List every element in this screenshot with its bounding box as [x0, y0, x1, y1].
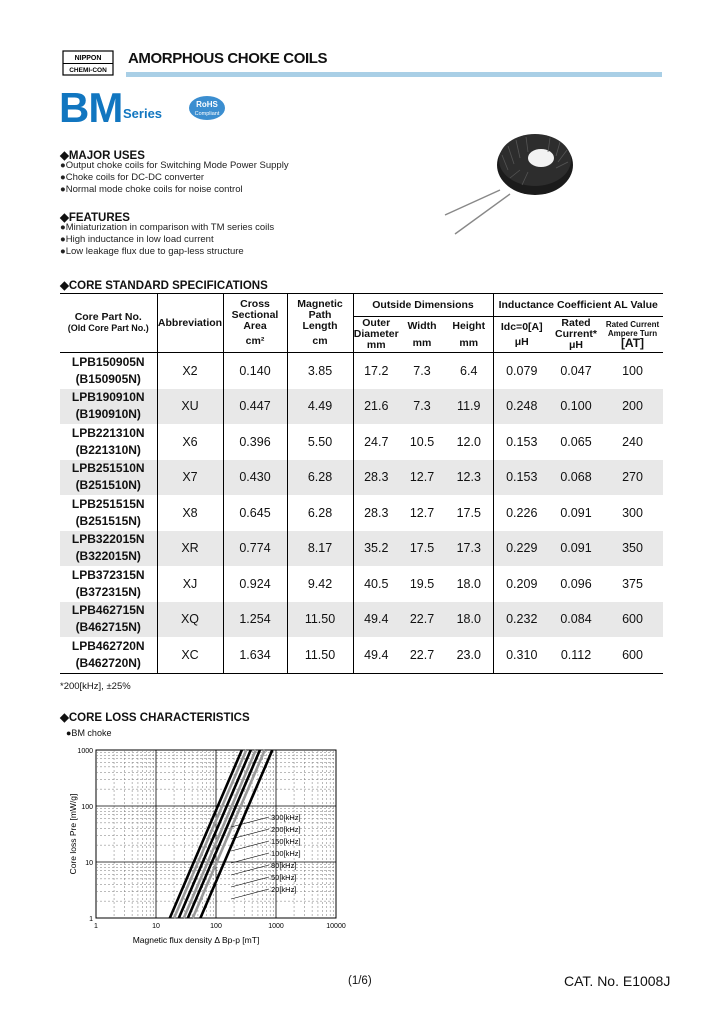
cell-part: [60, 495, 157, 531]
list-item: ●Output choke coils for Switching Mode Power Supply: [60, 160, 289, 171]
table-row: [60, 566, 663, 602]
cell-part: [60, 566, 157, 602]
y-tick-label: 100: [81, 804, 93, 811]
cell-idc0: 0.232: [493, 602, 550, 638]
cell-idc0: 0.153: [493, 460, 550, 496]
cell-rated: 0.047: [560, 363, 592, 378]
old-part-number: (B462715N): [75, 620, 141, 635]
cell-width: 7.3: [399, 389, 445, 425]
cell-path: 11.50: [287, 602, 353, 638]
cell-idc0: 0.209: [506, 576, 538, 591]
cell-abbr: X7: [157, 460, 223, 496]
cell-height: 6.4: [445, 353, 493, 389]
cell-rated: 0.091: [560, 505, 592, 520]
header-text: Width: [407, 319, 437, 332]
header-text: Outer: [362, 317, 391, 329]
old-part-number: (B251515N): [75, 513, 141, 528]
part-number: LPB221310N: [71, 425, 145, 440]
cell-width: 12.7: [409, 505, 435, 520]
cell-rated: 0.096: [560, 576, 592, 591]
table-row: [60, 424, 663, 460]
cell-area: 0.430: [223, 460, 287, 496]
list-item: ●Choke coils for DC-DC converter: [60, 172, 205, 183]
cell-ampere-turn: 240: [622, 434, 643, 449]
cell-abbr: XU: [157, 389, 223, 425]
cell-width: 7.3: [413, 363, 431, 378]
cell-part: [60, 602, 157, 638]
major-uses-heading: ◆MAJOR USES: [60, 150, 145, 162]
part-number: LPB322015N: [71, 532, 145, 547]
header-text: Magnetic: [297, 298, 343, 310]
cell-part: [60, 531, 157, 567]
cell-rated: 0.112: [560, 647, 592, 662]
cell-abbr: XQ: [157, 602, 223, 638]
cell-rated: 0.100: [550, 389, 602, 425]
cell-ampere-turn: 100: [622, 363, 643, 378]
old-part-number: (B372315N): [75, 584, 141, 599]
core-loss-heading: ◆CORE LOSS CHARACTERISTICS: [60, 712, 250, 724]
cell-area: 1.254: [223, 602, 287, 638]
x-tick-label: 1: [94, 923, 98, 930]
toroid-coil-image: [440, 130, 590, 240]
old-part-number: (B190910N): [75, 407, 141, 422]
cell-height: 18.0: [445, 566, 493, 602]
cell-outer-diameter: 35.2: [353, 531, 399, 567]
header-unit: cm: [312, 335, 328, 347]
col-header-idc0: [493, 317, 550, 353]
col-group-dimensions: Outside Dimensions: [353, 294, 493, 317]
cell-ampere-turn: 350: [602, 531, 663, 567]
cell-abbr: X6: [157, 424, 223, 460]
header-text: Rated: [561, 317, 591, 329]
old-part-number: (B251510N): [75, 478, 141, 493]
cell-area: 0.140: [223, 353, 287, 389]
part-number: LPB462715N: [71, 603, 145, 618]
cell-path: 5.50: [287, 424, 353, 460]
cell-ampere-turn: 375: [622, 576, 643, 591]
header-text: (Old Core Part No.): [67, 323, 149, 333]
header-text: Sectional: [231, 309, 279, 321]
header-unit: mm: [459, 336, 479, 349]
header-text: Cross: [240, 298, 270, 310]
part-number: LPB190910N: [71, 390, 145, 405]
cell-path: 9.42: [287, 566, 353, 602]
col-header-width: [399, 317, 445, 353]
table-row: [60, 353, 663, 389]
list-item: ●Low leakage flux due to gap-less structure: [60, 246, 244, 257]
header-unit: cm²: [245, 335, 265, 347]
cell-path: 6.28: [287, 495, 353, 531]
cell-area: 0.645: [223, 495, 287, 531]
cell-area: 0.774: [223, 531, 287, 567]
spec-heading: ◆CORE STANDARD SPECIFICATIONS: [60, 280, 268, 292]
cell-path: 4.49: [287, 389, 353, 425]
header-unit: mm: [366, 339, 386, 351]
x-tick-label: 1000: [268, 923, 284, 930]
series-code: BM: [59, 84, 123, 131]
cell-idc0: 0.226: [506, 505, 538, 520]
cell-rated: 0.084: [550, 602, 602, 638]
header-text: Path: [308, 309, 332, 321]
cell-ampere-turn: 600: [602, 602, 663, 638]
core-loss-chart: [64, 742, 354, 952]
spec-table: [60, 293, 663, 674]
cell-abbr: X8: [157, 495, 223, 531]
catalog-number: CAT. No. E1008J: [564, 973, 671, 989]
part-number: LPB251515N: [71, 496, 145, 511]
cell-area: 1.634: [223, 637, 287, 673]
table-row: [60, 460, 663, 496]
table-row: [60, 495, 663, 531]
cell-outer-diameter: 49.4: [353, 602, 399, 638]
cell-path: 6.28: [287, 460, 353, 496]
cell-width: 12.7: [399, 460, 445, 496]
cell-outer-diameter: 21.6: [353, 389, 399, 425]
header-text: Ampere Turn: [607, 329, 658, 338]
cell-outer-diameter: 49.4: [364, 647, 389, 662]
cell-height: 18.0: [445, 602, 493, 638]
x-axis-label: Magnetic flux density Δ Bp-p [mT]: [132, 935, 260, 945]
old-part-number: (B462720N): [75, 655, 141, 670]
header-unit: μH: [514, 335, 529, 348]
header-text: Diameter: [353, 328, 399, 340]
cell-outer-diameter: 24.7: [364, 434, 389, 449]
list-item: ●Miniaturization in comparison with TM series coils: [60, 222, 275, 233]
cell-idc0: 0.248: [493, 389, 550, 425]
cell-ampere-turn: 600: [622, 647, 643, 662]
spec-table-body: [60, 353, 663, 674]
col-header-path: [287, 294, 353, 353]
features-list: [60, 222, 274, 258]
col-group-inductance: Inductance Coefficient AL Value: [493, 294, 663, 317]
cell-width: 19.5: [409, 576, 435, 591]
header-unit: mm: [412, 336, 432, 349]
cell-height: 12.3: [445, 460, 493, 496]
cell-abbr: X2: [157, 353, 223, 389]
cell-height: 11.9: [445, 389, 493, 425]
col-header-ampere-turn: [602, 317, 663, 353]
features-heading: ◆FEATURES: [60, 212, 130, 224]
series-label: 80[kHz]: [271, 861, 297, 870]
cell-area: 0.396: [223, 424, 287, 460]
cell-rated: 0.065: [560, 434, 592, 449]
header-text: Core Part No.: [74, 311, 142, 323]
page-number: (1/6): [348, 975, 372, 987]
part-number: LPB372315N: [71, 567, 145, 582]
nippon-chemicon-logo: [62, 50, 114, 76]
cell-path: 8.17: [287, 531, 353, 567]
series-label: 300[kHz]: [271, 813, 301, 822]
part-number: LPB150905N: [71, 354, 145, 369]
series-label: 50[kHz]: [271, 873, 297, 882]
cell-abbr: XR: [157, 531, 223, 567]
header-text: Rated Current: [605, 320, 660, 329]
cell-width: 17.5: [399, 531, 445, 567]
logo-line-1: NIPPON: [74, 55, 102, 62]
series-word: Series: [123, 106, 163, 121]
x-tick-label: 10: [152, 923, 160, 930]
y-axis-label: Core loss Pre [mW/g]: [68, 793, 78, 875]
cell-idc0: 0.153: [506, 434, 538, 449]
cell-area: 0.924: [223, 566, 287, 602]
logo-line-2: CHEMI-CON: [69, 67, 107, 74]
col-header-rated: [550, 317, 602, 353]
series-label: 100[kHz]: [271, 849, 301, 858]
part-number: LPB251510N: [71, 461, 145, 476]
x-tick-label: 10000: [326, 923, 346, 930]
cell-ampere-turn: 270: [602, 460, 663, 496]
cell-width: 22.7: [399, 602, 445, 638]
cell-height: 17.3: [445, 531, 493, 567]
major-uses-list: [60, 160, 289, 196]
cell-outer-diameter: 28.3: [353, 460, 399, 496]
cell-rated: 0.091: [550, 531, 602, 567]
cell-ampere-turn: 200: [602, 389, 663, 425]
table-row: [60, 531, 663, 567]
col-header-outer-diameter: [353, 317, 399, 353]
rohs-line-1: RoHS: [196, 100, 218, 109]
list-item: ●Normal mode choke coils for noise control: [60, 184, 243, 195]
col-header-height: [445, 317, 493, 353]
cell-outer-diameter: 28.3: [364, 505, 389, 520]
col-header-abbr: Abbreviation: [157, 294, 223, 353]
series-label: 200[kHz]: [271, 825, 301, 834]
series-label: 150[kHz]: [271, 837, 301, 846]
y-tick-label: 1000: [77, 748, 93, 755]
chart-label: ●BM choke: [66, 728, 112, 738]
part-number: LPB462720N: [71, 638, 145, 653]
old-part-number: (B150905N): [75, 371, 141, 386]
header-text: Height: [452, 319, 486, 332]
cell-outer-diameter: 40.5: [364, 576, 389, 591]
cell-abbr: XC: [157, 637, 223, 673]
cell-part: [60, 353, 157, 389]
y-tick-label: 10: [85, 860, 93, 867]
y-tick-label: 1: [89, 916, 93, 923]
header-text: Current*: [554, 328, 597, 340]
header-text: Length: [302, 320, 338, 332]
cell-height: 23.0: [445, 637, 493, 673]
cell-path: 11.50: [287, 637, 353, 673]
cell-part: [60, 460, 157, 496]
cell-path: 3.85: [287, 353, 353, 389]
x-tick-label: 100: [210, 923, 222, 930]
table-row: [60, 637, 663, 673]
cell-part: [60, 389, 157, 425]
page-title: AMORPHOUS CHOKE COILS: [128, 50, 328, 67]
cell-height: 17.5: [445, 495, 493, 531]
old-part-number: (B221310N): [75, 442, 141, 457]
cell-ampere-turn: 300: [622, 505, 643, 520]
title-underline-bar: [126, 72, 662, 77]
cell-area: 0.447: [223, 389, 287, 425]
rohs-badge: [188, 95, 226, 121]
header-text: Idc=0[A]: [500, 320, 543, 333]
cell-abbr: XJ: [157, 566, 223, 602]
rohs-line-2: Compliant: [194, 111, 220, 117]
cell-idc0: 0.079: [506, 363, 538, 378]
header-text: Area: [243, 320, 267, 332]
list-item: ●High inductance in low load current: [60, 234, 214, 245]
cell-idc0: 0.310: [506, 647, 538, 662]
table-row: [60, 389, 663, 425]
col-header-area: [223, 294, 287, 353]
header-unit: [AT]: [620, 336, 645, 350]
cell-idc0: 0.229: [493, 531, 550, 567]
cell-width: 10.5: [409, 434, 435, 449]
cell-part: [60, 637, 157, 673]
cell-rated: 0.068: [550, 460, 602, 496]
old-part-number: (B322015N): [75, 549, 141, 564]
col-header-part: [60, 294, 157, 353]
cell-outer-diameter: 17.2: [364, 363, 389, 378]
cell-height: 12.0: [445, 424, 493, 460]
series-label: 20[kHz]: [271, 885, 297, 894]
table-row: [60, 602, 663, 638]
table-footnote: *200[kHz], ±25%: [60, 681, 131, 692]
cell-part: [60, 424, 157, 460]
cell-width: 22.7: [409, 647, 435, 662]
header-unit: μH: [568, 339, 583, 351]
